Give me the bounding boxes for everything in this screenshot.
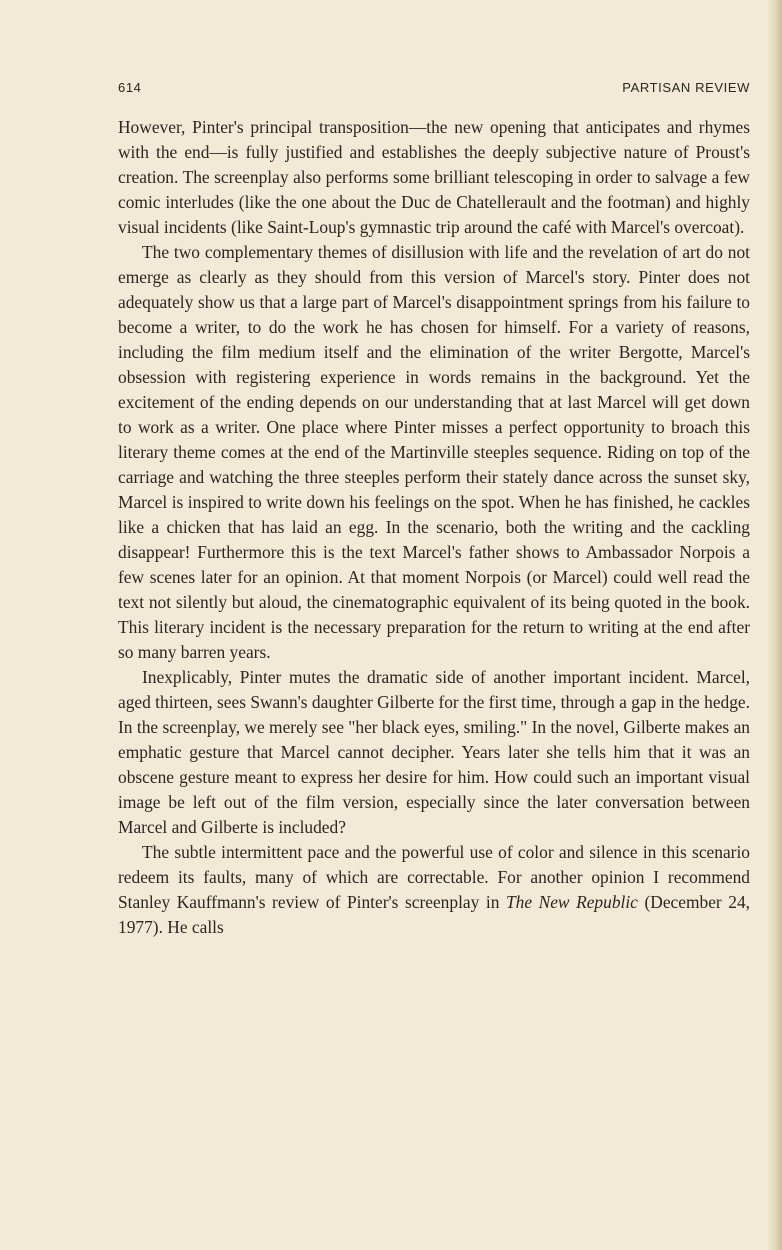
publication-title: The New Republic <box>505 892 638 912</box>
running-header <box>118 80 750 95</box>
running-title: PARTISAN REVIEW <box>622 80 750 95</box>
paragraph-3: Inexplicably, Pinter mutes the dramatic side of another important incident. Marcel, aged thirteen, sees Swann's daughter Gilberte for the first time, through a gap in the hedge. In the screenplay, we merely see "her black eyes, smiling." In the novel, Gilberte makes an emphatic gesture that Marcel cannot decipher. Years later she tells him that it was an obscene gesture meant to express her desire for him. How could such an important visual image be left out of the film version, especially since the later conversation between Marcel and Gilberte is included? <box>118 667 750 837</box>
paragraph-4-text-start: The subtle intermittent pace and the powerful use of color and silence in this scenario redeem its faults, many of which are correctable. For another opinion I recommend Stanley Kauffmann's review of Pinter's screenplay in <box>118 842 750 912</box>
page-number: 614 <box>118 80 142 95</box>
book-page <box>118 80 750 940</box>
body-text <box>118 115 750 940</box>
page-edge-shadow <box>768 0 782 1250</box>
paragraph-1: However, Pinter's principal transposition—the new opening that anticipates and rhymes with the end—is fully justified and establishes the deeply subjective nature of Proust's creation. The screenplay also performs some brilliant telescoping in order to salvage a few comic interludes (like the one about the Duc de Chatellerault and the footman) and highly visual incidents (like Saint-Loup's gymnastic trip around the café with Marcel's overcoat). <box>118 117 750 237</box>
paragraph-4 <box>118 840 750 940</box>
paragraph-4-text-end: (December 24, 1977). He calls <box>118 892 750 937</box>
paragraph-2: The two complementary themes of disillusion with life and the revelation of art do not emerge as clearly as they should from this version of Marcel's story. Pinter does not adequately show us that a large part of Marcel's disappointment springs from his failure to become a writer, to do the work he has chosen for himself. For a variety of reasons, including the film medium itself and the elimination of the writer Bergotte, Marcel's obsession with registering experience in words remains in the background. Yet the excitement of the ending depends on our understanding that at last Marcel will get down to work as a writer. One place where Pinter misses a perfect opportunity to broach this literary theme comes at the end of the Martinville steeples sequence. Riding on top of the carriage and watching the three steeples perform their stately dance across the sunset sky, Marcel is inspired to write down his feelings on the spot. When he has finished, he cackles like a chicken that has laid an egg. In the scenario, both the writing and the cackling disappear! Furthermore this is the text Marcel's father shows to Ambassador Norpois a few scenes later for an opinion. At that moment Norpois (or Marcel) could well read the text not silently but aloud, the cinematographic equivalent of its being quoted in the book. This literary incident is the necessary preparation for the return to writing at the end after so many barren years. <box>118 242 750 662</box>
